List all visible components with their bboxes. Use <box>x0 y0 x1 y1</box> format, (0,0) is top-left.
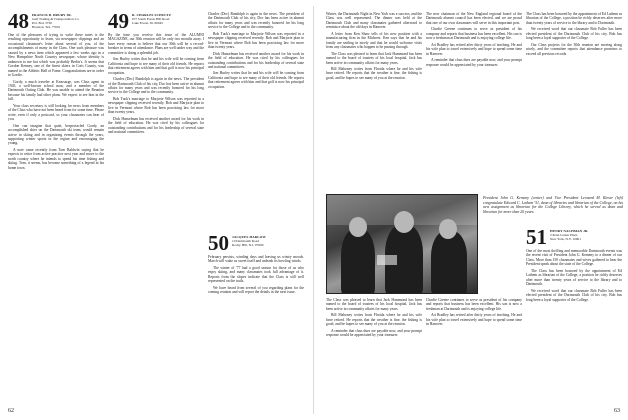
notes-paragraph: Art Bradley has retired after thirty years of teaching. He and his wife plan to travel extensively and hope to spend some time in Hanover. <box>426 42 522 56</box>
notes-paragraph: By the time you receive this issue of the ALUMNI MAGAZINE, our 30th reunion will be only two months away. I have every reason to believe that our 30th will be a record-breaker in terms of attendance. Plans are well under way and the committee is doing a splendid job. <box>108 33 204 55</box>
left-page <box>0 0 310 420</box>
notes-paragraph: Dick Hanselman has received another award for his work in the field of education. He was cited by his colleagues for outstanding contributions and for his leadership of several state and national committees. <box>208 51 304 69</box>
continued-notes-49 <box>208 12 304 230</box>
notes-paragraph: The Class was pleased to learn that Jack Hammond has been named to the board of trustees of his local hospital. Jack has been active in community affairs for many years. <box>326 298 422 311</box>
notes-paragraph: The Class has been honored by the appointment of Ed Lathem as librarian of the College, a position he richly deserves after more than twenty years of service to the library and to Dartmouth. <box>526 12 622 25</box>
photo-face-center <box>394 211 414 233</box>
notes-paragraph: One can imagine that quiet, bespectacled Gordy, an accomplished skier on the Dartmouth ski team, would remain active in skiing and in organizing events through the years, supporting winter sports in the region and encouraging the young. <box>8 123 104 146</box>
photo-figure-right <box>431 231 467 294</box>
notes-paragraph: Charlie Greene continues to serve as president of his company and reports that business has been excellent. His son is now a freshman at Dartmouth and is enjoying college life. <box>426 298 522 311</box>
class-secretary-address <box>550 228 588 241</box>
notes-paragraph: Your class secretary is still looking for news from members of the Class who have not been heard from for some time. Please write, even if only a postcard, so your classmates can hear of you. <box>8 103 104 122</box>
class-notes-column-49 <box>108 12 204 407</box>
notes-paragraph: We have heard from several of you regarding plans for the coming reunion and will report the details in the next issue. <box>208 285 304 295</box>
address-line: New York, N.Y. 10001 <box>550 237 581 241</box>
notes-paragraph: Bill Mahoney writes from Florida where he and his wife have retired. He reports that the weather is fine, the fishing is good, and he hopes to see many of you at the reunion. <box>326 313 422 327</box>
class-notes-column-51 <box>526 228 622 402</box>
address-line: Rocky Hill, N.J. 07600 <box>232 243 264 247</box>
address-line: P.O. Box 3736 <box>32 21 52 25</box>
page-gutter <box>313 6 314 414</box>
notes-paragraph: Charles (Doc) Randolph is again in the news. The president of the Dartmouth Club of his city, Doc has been active in alumni affairs for many years and was recently honored for his long service to the College and to the community. <box>108 77 204 95</box>
class-secretary-address <box>32 12 79 29</box>
class-number: 49 <box>108 12 129 33</box>
photo-face-right <box>439 219 457 239</box>
notes-paragraph: A reminder that class dues are payable now, and your prompt response would be appreciated by your treasurer. <box>426 58 522 67</box>
photo-caption: President John G. Kemeny (center) and Vice President Leonard M. Rieser (left) congratulate Edward C. Lathem '51, dean of libraries and librarian of the College, on his new assignment as librarian for the College Library, which he served as dean and librarian for more than 20 years. <box>483 196 623 214</box>
address-line: 2 Penn Center Plaza <box>550 233 578 237</box>
photo-figure-left <box>341 229 375 294</box>
notes-paragraph: We received word that our classmate Bob Fuller has been elected president of the Dartmouth Club of his city. Bob has long been a loyal supporter of the College. <box>526 288 622 302</box>
notes-paragraph: Charles (Doc) Randolph is again in the news. The president of the Dartmouth Club of his city, Doc has been active in alumni affairs for many years and was recently honored for his long service to the College and to the community. <box>208 12 304 30</box>
notes-paragraph: One of the pleasures of trying to write these notes is the resulting opportunity to learn, via newspaper clippings and an occasional classmate's letter about several of you, of the accomplishments of many in the Class. One such pleasure was caused by a news item which appeared a few weeks ago in a New Hampshire North Country newspaper, whose identity is unknown to me but which was probably Berlin's. It seems that Gordon Kenney, one of the finest skiers in Coös County, was named to the Athletic Hall of Fame. Congratulations are in order to Gordie. <box>8 33 104 78</box>
photo-face-left <box>349 217 367 237</box>
notes-column-right-1 <box>326 12 422 188</box>
class-number: 50 <box>208 231 229 255</box>
photo-handshake-detail <box>377 255 397 265</box>
notes-paragraph: Bob Tuck's marriage to Marjorie Wilson was reported in a newspaper clipping received recently. Bob and Marjorie plan to live in Vermont where Bob has been practicing law for more than twenty years. <box>208 31 304 50</box>
class-header-48 <box>8 12 104 33</box>
secretary-name: HENRY NACHMAN JR. <box>550 229 589 233</box>
address-line: Houston, Tex. 77001 <box>32 25 61 29</box>
notes-paragraph: The Class was pleased to learn that Jack Hammond has been named to the board of trustees of his local hospital. Jack has been active in community affairs for many years. <box>326 51 422 65</box>
notes-paragraph: Bill Mahoney writes from Florida where he and his wife have retired. He reports that the weather is fine, the fishing is good, and he hopes to see many of you at the reunion. <box>326 66 422 80</box>
class-header-49 <box>108 12 204 33</box>
notes-paragraph: A reminder that class dues are payable now, and your prompt response would be appreciated by your treasurer. <box>326 328 422 338</box>
notes-paragraph: Charlie Greene continues to serve as president of his company and reports that business has been excellent. His son is now a freshman at Dartmouth and is enjoying college life. <box>426 27 522 41</box>
class-header-51 <box>526 228 622 249</box>
secretary-name: R. CHARLES SCHULTZ <box>132 13 172 17</box>
notes-paragraph: Bob Tuck's marriage to Marjorie Wilson was reported in a newspaper clipping received recently. Bob and Marjorie plan to live in Vermont where Bob has been practicing law for more than twenty years. <box>108 96 204 115</box>
address-line: 10 Dartmouth Road <box>232 239 259 243</box>
page-number: 63 <box>614 408 620 414</box>
notes-column-right-2 <box>426 12 522 188</box>
notes-paragraph: A letter from Ken Shaw tells of his new position with a manufacturing firm in the Midwest. Ken says that he and his family are settling in nicely and that he would welcome visits from any classmates who happen to be passing through. <box>326 31 422 50</box>
address-line: Gulf Trading & Transportation Co. <box>32 17 80 21</box>
news-photograph <box>326 194 478 294</box>
class-notes-column-50 <box>208 12 304 407</box>
address-line: 677 South Forest Hill Road <box>132 17 170 21</box>
notes-paragraph: Art Bradley has retired after thirty years of teaching. He and his wife plan to travel extensively and hope to spend some time in Hanover. <box>426 313 522 327</box>
notes-column-right-lower-2 <box>426 298 522 402</box>
class-secretary-address <box>232 234 266 247</box>
notes-paragraph: Jim Hurley writes that he and his wife will be coming from California and hope to see many of their old friends. He reports that retirement agrees with him and that golf is now his principal occupation. <box>208 71 304 89</box>
notes-paragraph: February persists, winding days and leaving us wintry moods. March will wake us sweet itself and unleash its howling winds. <box>208 255 304 264</box>
page-number: 62 <box>8 408 14 414</box>
notes-paragraph: One of the most thrilling and memorable Dartmouth events was the recent visit of President John G. Kemeny to a dinner of our Class. More than 150 classmates and wives gathered to hear the President speak about the state of the College. <box>526 249 622 267</box>
address-line: Lake Forest, Ill. 60045 <box>132 21 163 25</box>
notes-paragraph: Dick Hanselman has received another award for his work in the field of education. He was cited by his colleagues for outstanding contributions and for his leadership of several state and national committees. <box>108 116 204 135</box>
secretary-name: FRANCIS B. DRURY JR. <box>32 13 72 17</box>
class-notes-column-48 <box>8 12 104 407</box>
notes-column-right-lower-1 <box>326 298 422 402</box>
class-number: 48 <box>8 12 29 33</box>
notes-paragraph: We received word that our classmate Bob Fuller has been elected president of the Dartmouth Club of his city. Bob has long been a loyal supporter of the College. <box>526 27 622 41</box>
notes-paragraph: Our Class projects for the 30th reunion are moving along nicely, and the committee reports that attendance promises to exceed all previous records. <box>526 42 622 56</box>
notes-paragraph: Winter, the Dartmouth Night in New York was a success, and the Class was well represented. The dinner was held at the Dartmouth Club and many classmates gathered afterward to reminisce about the old days in Hanover. <box>326 12 422 30</box>
notes-paragraph: A note came recently from Tom Baldwin saying that he expects to retire from active practice next year and move to the north country where he intends to spend his time fishing and skiing. Tom, it seems, has become something of a legend in his home town. <box>8 147 104 170</box>
notes-paragraph: The new chairman of the New England regional board of the Dartmouth alumni council has been elected, and we are proud that one of our own classmates will serve in this important post. <box>426 12 522 25</box>
notes-paragraph: The Class has been honored by the appointment of Ed Lathem as librarian of the College, a position he richly deserves after more than twenty years of service to the library and to Dartmouth. <box>526 268 622 287</box>
class-number: 51 <box>526 228 547 249</box>
notes-paragraph: The winter of '77 had a good season for those of us who enjoy skiing, and many classmates took full advantage of it. Reports from the slopes indicate that the Class is still well represented on the trails. <box>208 265 304 284</box>
notes-column-right-3 <box>526 12 622 188</box>
notes-paragraph: Jim Hurley writes that he and his wife will be coming from California and hope to see many of their old friends. He reports that retirement agrees with him and that golf is now his principal occupation. <box>108 57 204 75</box>
class-header-50 <box>208 231 304 255</box>
class-secretary-address <box>132 12 171 25</box>
notes-paragraph: Gordy, a much traveler at Kearsarge, was Class agent in 1945, a well-known school man, and a member of the Dartmouth Outing Club. He was unable to attend the Reunion because his family had other plans. We expect to see him in the fall. <box>8 79 104 102</box>
right-page <box>318 0 628 420</box>
secretary-name: JACQUES HARLOW <box>232 235 266 239</box>
